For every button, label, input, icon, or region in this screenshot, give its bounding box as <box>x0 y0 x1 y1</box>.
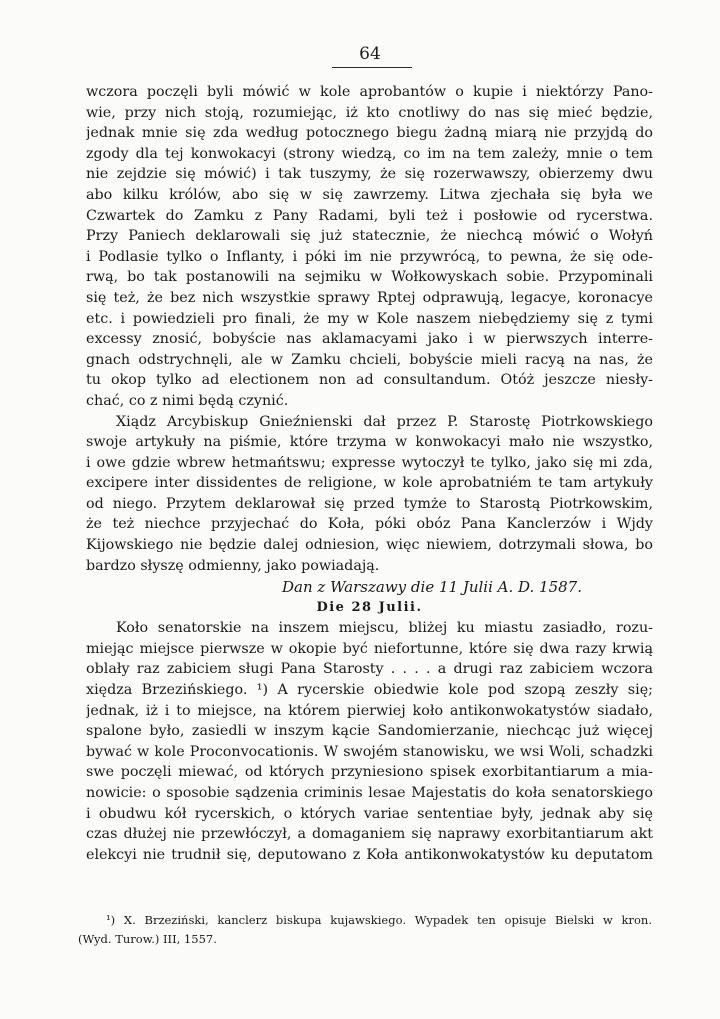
text-line: chać, co z nimi będą czynić. <box>86 392 289 409</box>
text-line: wie, przy nich stoją, rozumiejąc, iż kto cnotliwy do nas się mieć będzie, <box>86 104 653 121</box>
text-line: oblały raz zabiciem sługi Pana Starosty . . . . a drugi raz zabiciem wczora <box>86 661 653 678</box>
page-number-rule <box>332 67 412 68</box>
text-line: abo kilku królów, abo się w się zawrzemy. Litwa zjechała się była we <box>86 186 653 203</box>
text-line: jednak, iż i to miejsce, na którem pierwiej koło antikonwokatystów siadało, <box>86 702 653 719</box>
text-line: i owe gdzie wbrew hetmańtswu; expresse wytoczył te tylko, jako się mi zda, <box>86 454 653 471</box>
text-line: rwą, bo tak postanowili na sejmiku w Wołkowyskach sobie. Przypominali <box>86 269 653 286</box>
text-line: Przy Paniech deklarowali się już statecznie, że niechcą mówić o Wołyń <box>86 228 653 245</box>
section-heading: Die 28 Julii. <box>316 600 423 616</box>
paragraph-2 <box>86 412 653 577</box>
text-line: bardzo słyszę odmienny, jako powiadają. <box>86 557 380 574</box>
footnote <box>78 911 652 949</box>
text-line: jednak mnie się zda według potocznego biegu żadną miarą nie przyjdą do <box>86 125 653 142</box>
text-line: gnach odstrychnęli, ale w Zamku chcieli, bobyście mieli racyą na nas, że <box>86 351 653 368</box>
text-line: miejąc miejsce pierwsze w okopie być niefortunne, które się dwa razy krwią <box>86 640 653 657</box>
paragraph-3 <box>86 618 653 865</box>
text-line: się też, że bez nich wszystkie sprawy Rptej odprawują, legacye, koronacye <box>86 289 653 306</box>
footnote-line: (Wyd. Turow.) III, 1557. <box>78 932 217 946</box>
text-line: swoje artykuły na piśmie, które trzyma w konwokacyi mało nie wszystko, <box>86 434 653 451</box>
body-text <box>86 82 653 865</box>
text-line: Kijowskiego nie będzie dalej odniesion, więc niewiem, dotrzymali słowa, bo <box>86 537 653 554</box>
text-line: spalone było, zasiedli w inszym kącie Sandomierzanie, niechcąc już więcej <box>86 723 653 740</box>
text-line: zgody dla tej konwokacyi (strony wiedzą, co im na tem zależy, mnie o tem <box>86 145 653 162</box>
text-line: tu okop tylko ad electionem non ad consultandum. Otóż jeszcze niesły- <box>86 372 653 389</box>
paragraph-1 <box>86 82 653 412</box>
dateline: Dan z Warszawy die 11 Julii A. D. 1587. <box>282 578 582 597</box>
page-number: 64 <box>359 44 381 64</box>
text-line: swe poczęli miewać, od których przyniesiono spisek exorbitantiarum a mia- <box>86 764 653 781</box>
text-line: Czwartek do Zamku z Pany Radami, byli też i posłowie od rycerstwa. <box>86 207 653 224</box>
text-line: wczora poczęli byli mówić w kole aprobantów o kupie i niektórzy Pano- <box>86 84 653 100</box>
text-line: nowicie: o sposobie sądzenia criminis lesae Majestatis do koła senatorskiego <box>86 785 653 801</box>
text-line: excipere inter dissidentes de religione, w kole aprobatniém te tam artykuły <box>86 475 653 492</box>
text-line: od niego. Przytem deklarował się przed tymże to Starostą Piotrkowskim, <box>86 495 653 512</box>
text-line: i Podlasie tylko o Inflanty, i póki im nie przywrócą, to pewna, że się ode- <box>86 248 653 265</box>
text-line: i obudwu kół rycerskich, o których variae sententiae były, jednak aby się <box>86 805 653 822</box>
text-line: elekcyi nie trudnił się, deputowano z Koła antikonwokatystów ku deputatom <box>86 846 653 863</box>
text-line: Xiądz Arcybiskup Gnieźnienski dał przez P. Starostę Piotrkowskiego <box>116 413 653 430</box>
text-line: xiędza Brzezińskiego. ¹) A rycerskie obiedwie kole pod szopą zeszły się; <box>86 682 653 699</box>
text-line: bywać w kole Proconvocationis. W swojém stanowisku, we wsi Woli, schadzki <box>86 743 653 760</box>
footnote-line: ¹) X. Brzeziński, kanclerz biskupa kujawskiego. Wypadek ten opisuje Bielski w kron. <box>106 913 652 927</box>
text-line: etc. i powiedzieli pro finali, że my w Kole naszem niebędziemy się z tymi <box>86 310 653 327</box>
text-line: że też niechce przyjechać do Koła, póki obóz Pana Kanclerzów i Wjdy <box>86 516 653 533</box>
text-line: czas dłużej nie przewłóczył, a domaganiem się naprawy exorbitantiarum akt <box>86 826 653 843</box>
text-line: nie zejdzie się mówić) i tak tuszymy, że się rozerwawszy, obierzemy dwu <box>86 166 653 183</box>
text-line: Koło senatorskie na inszem miejscu, bliżej ku miastu zasiadło, rozu- <box>116 620 653 637</box>
text-line: excessy znosić, bobyście nas aklamacyami jako i w pierwszych interre- <box>86 331 653 348</box>
